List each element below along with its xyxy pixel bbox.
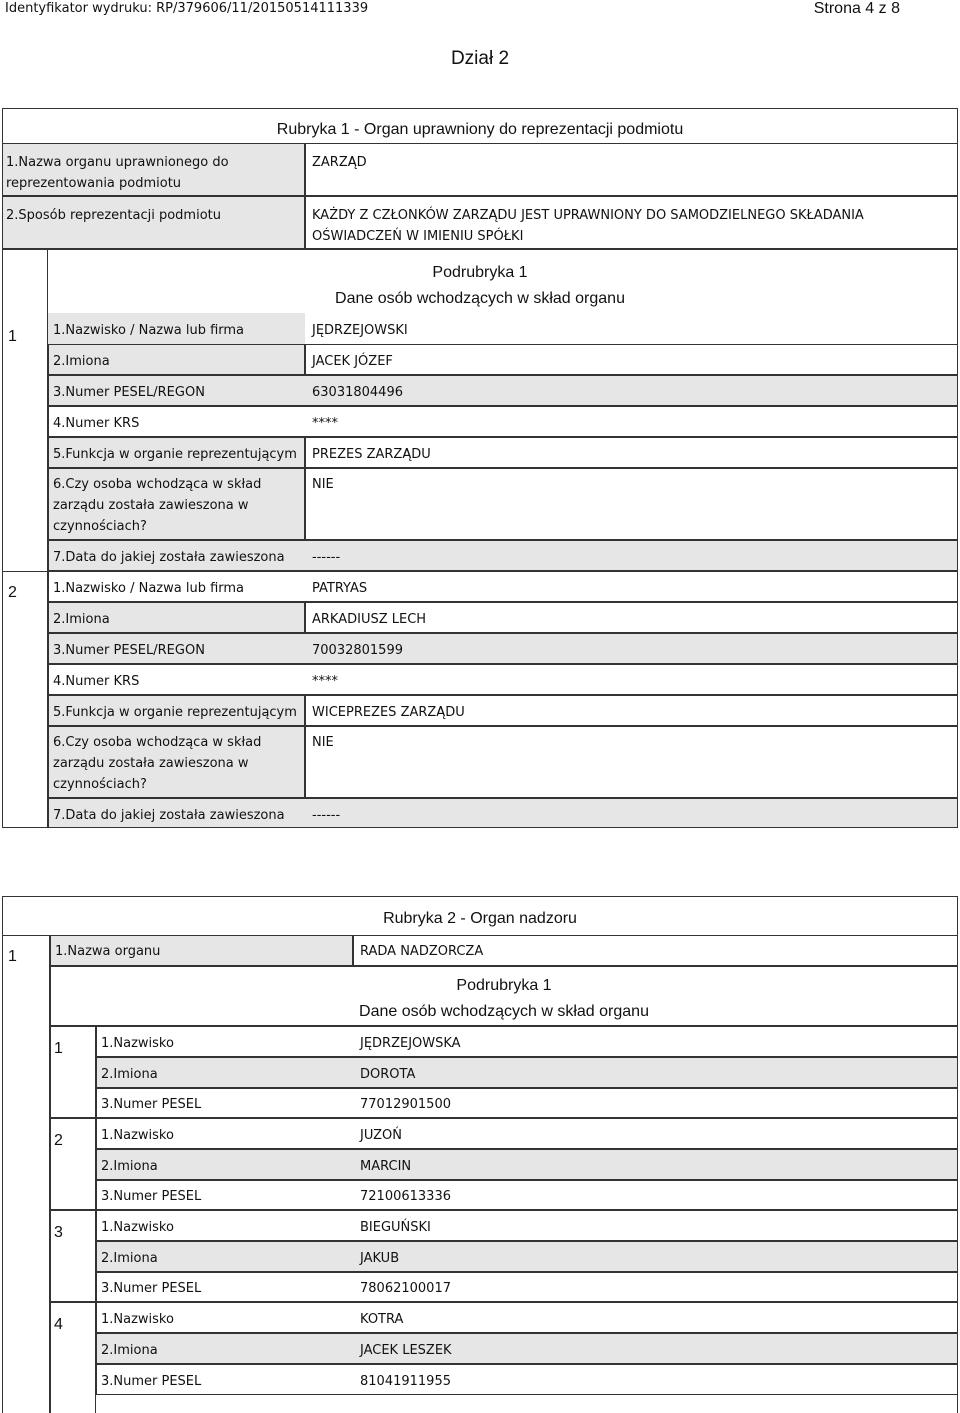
person-1-number: 1 [8,328,17,345]
supervisor-2-names: MARCIN [360,1159,412,1174]
supervisor-3-names-label: 2.Imiona [101,1251,158,1266]
supervisor-2-row-1 [96,1118,958,1149]
person-1-f5-label: 5.Funkcja w organie reprezentującym [53,447,297,462]
person-1-f4-row [48,406,958,437]
organ-nadzoru-value: RADA NADZORCZA [360,944,484,959]
supervisor-2-pesel-label: 3.Numer PESEL [101,1189,202,1204]
supervisor-3-surname-label: 1.Nazwisko [101,1220,174,1235]
person-1-f1-label: 1.Nazwisko / Nazwa lub firma [53,323,245,338]
supervisor-1-row-1 [96,1026,958,1057]
supervisor-3-pesel-label: 3.Numer PESEL [101,1281,202,1296]
person-2-f6-value-cell [305,726,958,798]
supervisor-3-surname: BIEGUŃSKI [360,1220,431,1235]
organ-value: ZARZĄD [312,155,367,170]
supervisor-4-row-3 [96,1364,958,1395]
person-2-number: 2 [8,584,17,601]
supervisor-4-surname: KOTRA [360,1312,404,1327]
person-2-f4-row [48,664,958,695]
supervisor-4-pesel: 81041911955 [360,1374,451,1389]
supervisor-1-pesel-label: 3.Numer PESEL [101,1097,202,1112]
person-2-f4-label: 4.Numer KRS [53,674,140,689]
person-2-f6-label: 6.Czy osoba wchodząca w skład zarządu została zawieszona w czynnościach? [53,735,262,792]
supervisor-3-row-1 [96,1210,958,1241]
organ-nadzoru-label: 1.Nazwa organu [55,944,161,959]
supervisor-4-row-1 [96,1302,958,1333]
supervisor-1-number: 1 [54,1040,63,1057]
rubryka-2-title: Rubryka 2 - Organ nadzoru [383,910,577,927]
rubryka-1-title: Rubryka 1 - Organ uprawniony do reprezentacji podmiotu [276,121,684,138]
person-2-krs: **** [312,674,338,689]
supervisor-4-names-label: 2.Imiona [101,1343,158,1358]
person-2-number-cell [2,571,48,828]
person-1-surname: JĘDRZEJOWSKI [312,323,408,338]
person-2-f2-label: 2.Imiona [53,612,110,627]
rubryka-2-number-column [2,935,50,1413]
person-1-suspended: NIE [312,477,334,492]
person-1-f6-value-cell [305,468,958,540]
person-2-f1-label: 1.Nazwisko / Nazwa lub firma [53,581,245,596]
sposob-value: KAŻDY Z CZŁONKÓW ZARZĄDU JEST UPRAWNIONY DO SAMODZIELNEGO SKŁADANIA OŚWIADCZEŃ W IMIENIU SPÓŁKI [312,208,864,244]
organ-value-cell [305,143,958,196]
person-2-function: WICEPREZES ZARZĄDU [312,705,465,720]
supervisor-2-names-label: 2.Imiona [101,1159,158,1174]
person-1-f4-label: 4.Numer KRS [53,416,140,431]
supervisor-2-row-2 [96,1149,958,1180]
podrubryka-2-title: Podrubryka 1 [456,977,552,994]
page-number: Strona 4 z 8 [813,0,900,17]
supervisor-2-pesel: 72100613336 [360,1189,451,1204]
person-2-surname: PATRYAS [312,581,368,596]
person-1-f2-value-cell [305,344,958,375]
print-identifier: Identyfikator wydruku: RP/379606/11/20150514111339 [5,1,369,16]
sposob-label: 2.Sposób reprezentacji podmiotu [6,208,221,223]
supervisor-1-names: DOROTA [360,1067,416,1082]
person-2-pesel: 70032801599 [312,643,403,658]
supervisor-3-pesel: 78062100017 [360,1281,451,1296]
supervisor-2-number: 2 [54,1132,63,1149]
person-1-function: PREZES ZARZĄDU [312,447,431,462]
supervisor-3-names: JAKUB [360,1251,400,1266]
person-2-f5-label: 5.Funkcja w organie reprezentującym [53,705,297,720]
supervisor-1-pesel: 77012901500 [360,1097,451,1112]
section-title: Dział 2 [450,48,510,69]
person-1-suspended-until: ------ [312,550,341,565]
supervisor-1-surname-label: 1.Nazwisko [101,1036,174,1051]
person-1-f6-label: 6.Czy osoba wchodząca w skład zarządu została zawieszona w czynnościach? [53,477,262,534]
supervisor-4-row-2 [96,1333,958,1364]
supervisor-1-surname: JĘDRZEJOWSKA [360,1036,461,1051]
supervisor-4-surname-label: 1.Nazwisko [101,1312,174,1327]
person-1-f2-label: 2.Imiona [53,354,110,369]
supervisor-2-surname: JUZOŃ [360,1128,402,1143]
person-1-names: JACEK JÓZEF [312,354,393,369]
supervisor-3-row-3 [96,1272,958,1302]
supervisor-1-row-3 [96,1088,958,1118]
supervisor-4-pesel-label: 3.Numer PESEL [101,1374,202,1389]
person-2-f7-label: 7.Data do jakiej została zawieszona [53,808,285,823]
supervisor-4-number: 4 [54,1316,63,1333]
supervisor-2-row-3 [96,1180,958,1210]
person-1-krs: **** [312,416,338,431]
person-2-suspended: NIE [312,735,334,750]
supervisor-2-surname-label: 1.Nazwisko [101,1128,174,1143]
supervisor-3-number: 3 [54,1224,63,1241]
organ-label: 1.Nazwa organu uprawnionego do reprezentowania podmiotu [6,155,229,191]
supervisor-1-names-label: 2.Imiona [101,1067,158,1082]
person-2-names: ARKADIUSZ LECH [312,612,427,627]
supervisor-3-row-2 [96,1241,958,1272]
organ-nadzoru-number: 1 [8,948,17,965]
podrubryka-1-subtitle: Dane osób wchodzących w skład organu [335,290,625,307]
supervisor-4-names: JACEK LESZEK [360,1343,452,1358]
person-1-pesel: 63031804496 [312,385,403,400]
person-2-suspended-until: ------ [312,808,341,823]
person-1-f7-label: 7.Data do jakiej została zawieszona [53,550,285,565]
supervisor-1-row-2 [96,1057,958,1088]
person-2-f3-label: 3.Numer PESEL/REGON [53,643,205,658]
person-1-f3-label: 3.Numer PESEL/REGON [53,385,205,400]
podrubryka-1-title: Podrubryka 1 [432,264,528,281]
podrubryka-2-subtitle: Dane osób wchodzących w skład organu [359,1003,649,1020]
